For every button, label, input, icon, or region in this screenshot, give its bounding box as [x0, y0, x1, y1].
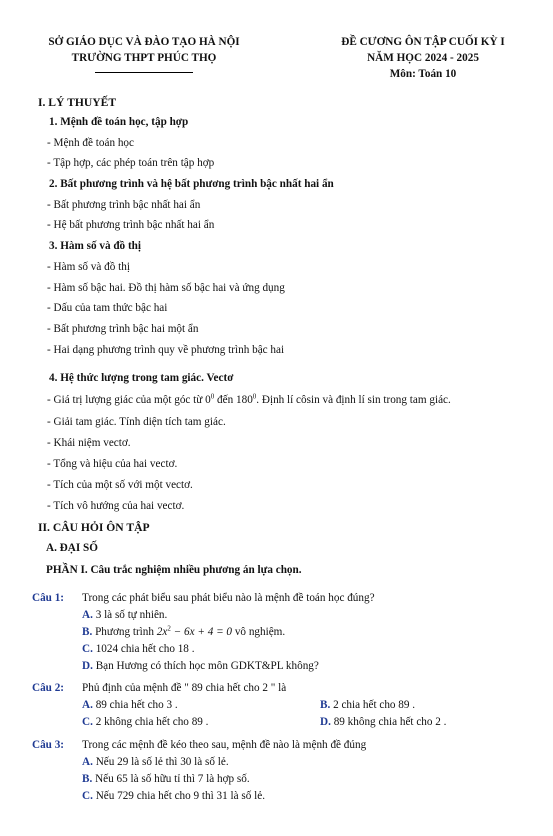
list-item: - Bất phương trình bậc hai một ẩn: [47, 323, 199, 335]
section-heading: 2. Bất phương trình và hệ bất phương trình bậc nhất hai ẩn: [49, 178, 334, 190]
list-item: - Tổng và hiệu của hai vectơ.: [47, 458, 178, 470]
list-item: - Khái niệm vectơ.: [47, 437, 131, 449]
list-item: - Hai dạng phương trình quy về phương trình bậc hai: [47, 344, 285, 356]
answer-option: A. Nếu 29 là số lẻ thì 30 là số lẻ.: [82, 756, 229, 768]
list-item: - Mệnh đề toán học: [47, 137, 134, 149]
question-label: Câu 1:: [32, 592, 65, 604]
answer-option: C. 2 không chia hết cho 89 .: [82, 716, 209, 728]
section-heading: 3. Hàm số và đồ thị: [49, 240, 141, 252]
list-item: - Tích của một số với một vectơ.: [47, 479, 193, 491]
question-text: Trong các phát biểu sau phát biểu nào là mệnh đề toán học đúng?: [82, 592, 375, 604]
question-text: Trong các mệnh đề kéo theo sau, mệnh đề nào là mệnh đề đúng: [82, 739, 367, 751]
list-item: - Tích vô hướng của hai vectơ.: [47, 500, 185, 512]
review-heading: II. CÂU HỎI ÔN TẬP: [38, 521, 150, 534]
department-name: SỞ GIÁO DỤC VÀ ĐÀO TẠO HÀ NỘI: [48, 36, 240, 48]
answer-option: B. 2 chia hết cho 89 .: [320, 699, 416, 711]
section-heading: 4. Hệ thức lượng trong tam giác. Vectơ: [49, 372, 234, 384]
list-item: - Hàm số bậc hai. Đồ thị hàm số bậc hai và ứng dụng: [47, 282, 285, 294]
header-divider: [95, 72, 193, 73]
part1-heading: PHẦN I. Câu trắc nghiệm nhiều phương án lựa chọn.: [46, 564, 302, 576]
question-label: Câu 3:: [32, 739, 65, 751]
section-heading: 1. Mệnh đề toán học, tập hợp: [49, 116, 189, 128]
list-item: - Bất phương trình bậc nhất hai ẩn: [47, 199, 201, 211]
theory-heading: I. LÝ THUYẾT: [38, 96, 117, 109]
list-item: - Hàm số và đồ thị: [47, 261, 130, 273]
answer-option: C. 1024 chia hết cho 18 .: [82, 643, 195, 655]
document-title: ĐỀ CƯƠNG ÔN TẬP CUỐI KỲ I: [341, 36, 505, 48]
list-item: - Hệ bất phương trình bậc nhất hai ẩn: [47, 219, 215, 231]
school-year: NĂM HỌC 2024 - 2025: [367, 52, 479, 64]
answer-option: A. 89 chia hết cho 3 .: [82, 699, 178, 711]
answer-option: B. Phương trình $2x^2 - 6x + 4 = 0$ vô nghiệm.: [82, 624, 286, 638]
answer-option: B. Nếu 65 là số hữu tỉ thì 7 là hợp số.: [82, 773, 250, 785]
answer-option: D. Bạn Hương có thích học môn GDKT&PL không?: [82, 660, 319, 672]
document-header: [322, 34, 524, 82]
part-a-heading: A. ĐẠI SỐ: [46, 542, 98, 554]
answer-option: D. 89 không chia hết cho 2 .: [320, 716, 447, 728]
school-header: [38, 34, 250, 73]
list-item: - Tập hợp, các phép toán trên tập hợp: [47, 157, 215, 169]
question-text: Phủ định của mệnh đề " 89 chia hết cho 2 " là: [82, 682, 287, 694]
subject: Môn: Toán 10: [389, 68, 457, 80]
answer-option: C. Nếu 729 chia hết cho 9 thì 31 là số lẻ.: [82, 790, 266, 802]
list-item: - Dấu của tam thức bậc hai: [47, 302, 168, 314]
list-item: - Giá trị lượng giác của một góc từ $0^0$ đến $180^0$. Định lí côsin và định lí sin trong tam giác.: [47, 392, 451, 406]
answer-option: A. 3 là số tự nhiên.: [82, 609, 168, 621]
school-name: TRƯỜNG THPT PHÚC THỌ: [71, 52, 217, 64]
question-label: Câu 2:: [32, 682, 65, 694]
list-item: - Giải tam giác. Tính diện tích tam giác.: [47, 416, 226, 428]
